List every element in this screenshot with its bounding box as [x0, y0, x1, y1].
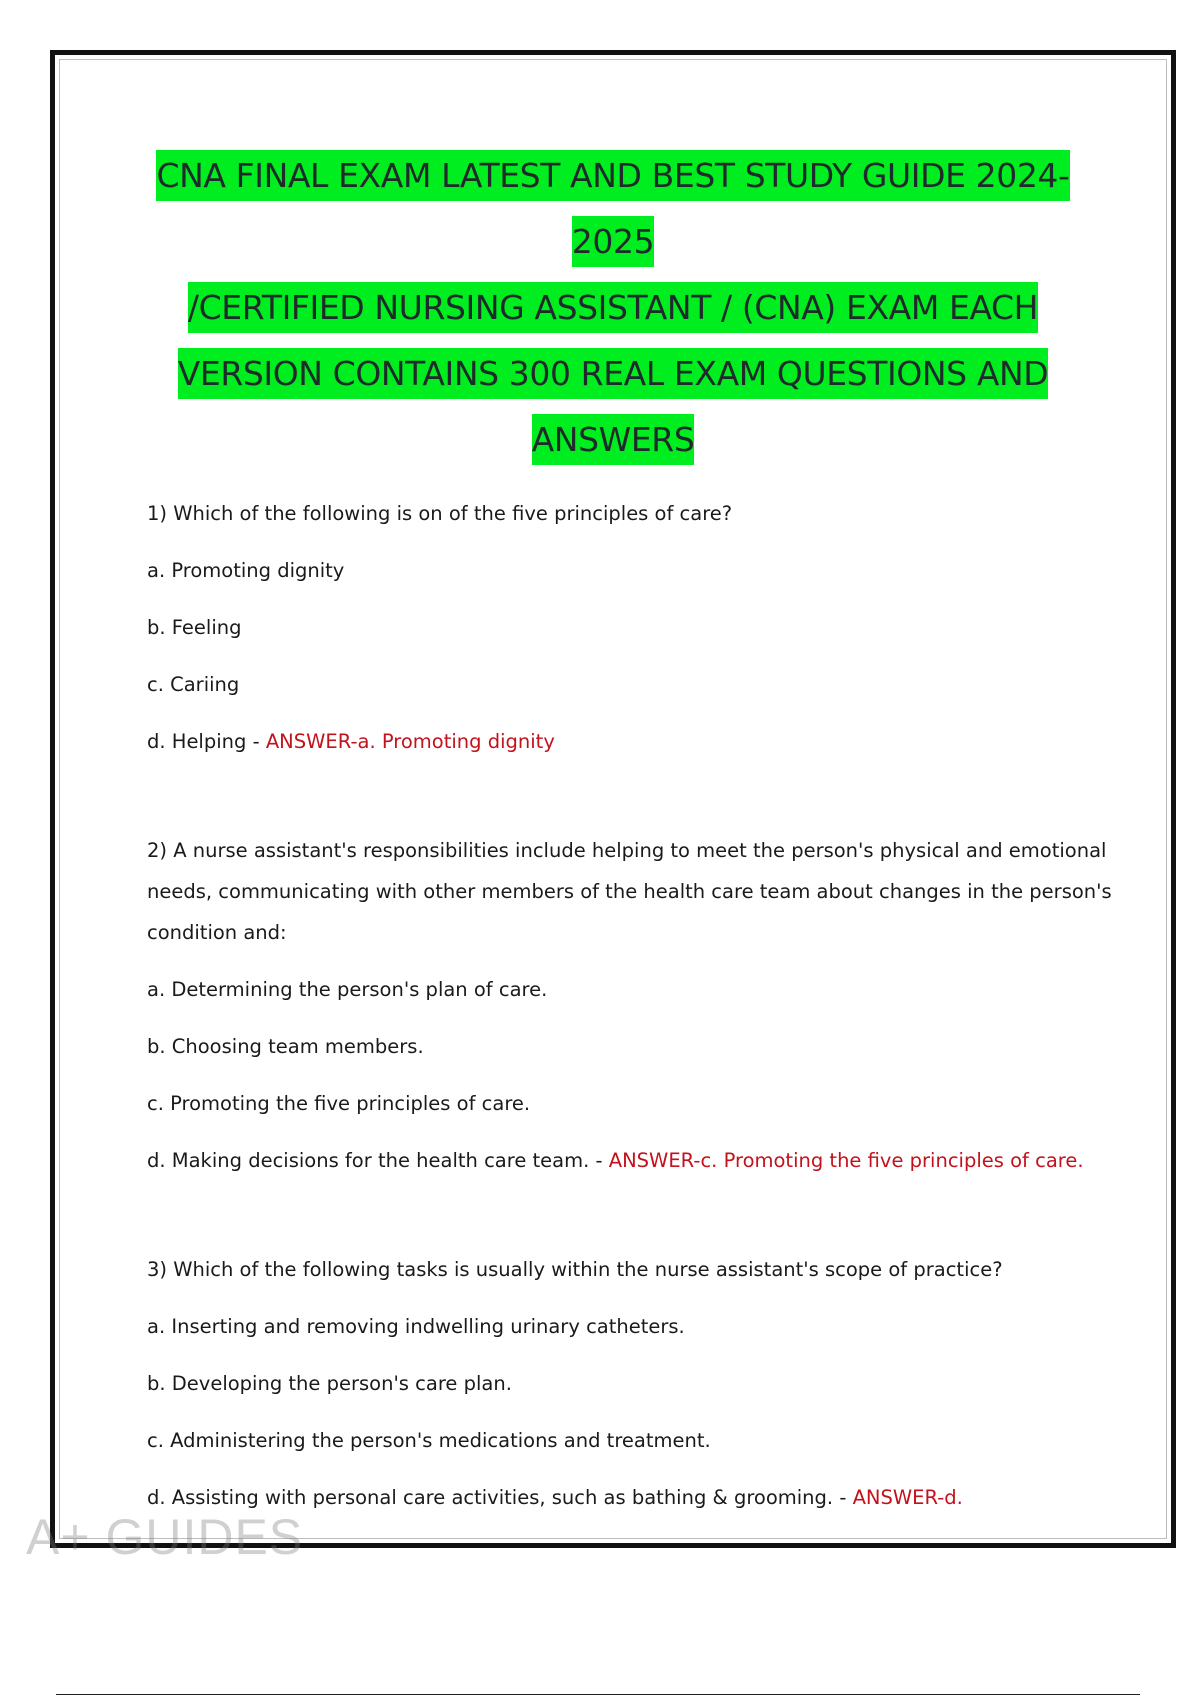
question-2-text: 2) A nurse assistant's responsibilities include helping to meet the person's physical and emotional needs, communicating with other members of the health care team about changes in the person's condition and:: [147, 839, 1112, 944]
question-1-option-b: b. Feeling: [147, 616, 242, 639]
footer-divider: [56, 1694, 1140, 1695]
question-1-option-a: a. Promoting dignity: [147, 559, 345, 582]
spacer: [147, 1197, 1137, 1249]
title-line-3: /CERTIFIED NURSING ASSISTANT / (CNA) EXAM EACH: [188, 282, 1038, 333]
question-list: [147, 493, 1137, 1534]
question-3-option-a: a. Inserting and removing indwelling urinary catheters.: [147, 1315, 685, 1338]
question-1-answer: ANSWER-a. Promoting dignity: [265, 730, 555, 753]
question-3-option-d-label: d. Assisting with personal care activities, such as bathing & grooming. -: [147, 1486, 847, 1509]
document-page: [50, 50, 1176, 1548]
question-2-answer: ANSWER-c. Promoting the five principles of care.: [608, 1149, 1084, 1172]
question-1-option-c: c. Cariing: [147, 673, 240, 696]
question-2-option-d-label: d. Making decisions for the health care team. -: [147, 1149, 603, 1172]
title-line-1: CNA FINAL EXAM LATEST AND BEST STUDY GUIDE 2024-: [156, 150, 1069, 201]
question-3-text: 3) Which of the following tasks is usually within the nurse assistant's scope of practice?: [147, 1258, 1003, 1281]
question-1-option-d: [147, 721, 1137, 762]
question-2-option-b: b. Choosing team members.: [147, 1035, 424, 1058]
question-3-answer: ANSWER-d.: [852, 1486, 963, 1509]
document-title: [55, 143, 1171, 473]
spacer: [147, 778, 1137, 830]
title-line-4: VERSION CONTAINS 300 REAL EXAM QUESTIONS AND: [178, 348, 1049, 399]
question-2-option-c: c. Promoting the five principles of care.: [147, 1092, 531, 1115]
question-1-option-d-label: d. Helping -: [147, 730, 260, 753]
question-2-option-a: a. Determining the person's plan of care.: [147, 978, 548, 1001]
title-line-5: ANSWERS: [532, 414, 695, 465]
question-1-text: 1) Which of the following is on of the five principles of care?: [147, 502, 733, 525]
question-3-option-c: c. Administering the person's medications and treatment.: [147, 1429, 711, 1452]
watermark: A+ GUIDES: [26, 1509, 304, 1565]
question-3-option-b: b. Developing the person's care plan.: [147, 1372, 512, 1395]
title-line-2: 2025: [572, 216, 654, 267]
question-2-option-d: [147, 1140, 1137, 1181]
